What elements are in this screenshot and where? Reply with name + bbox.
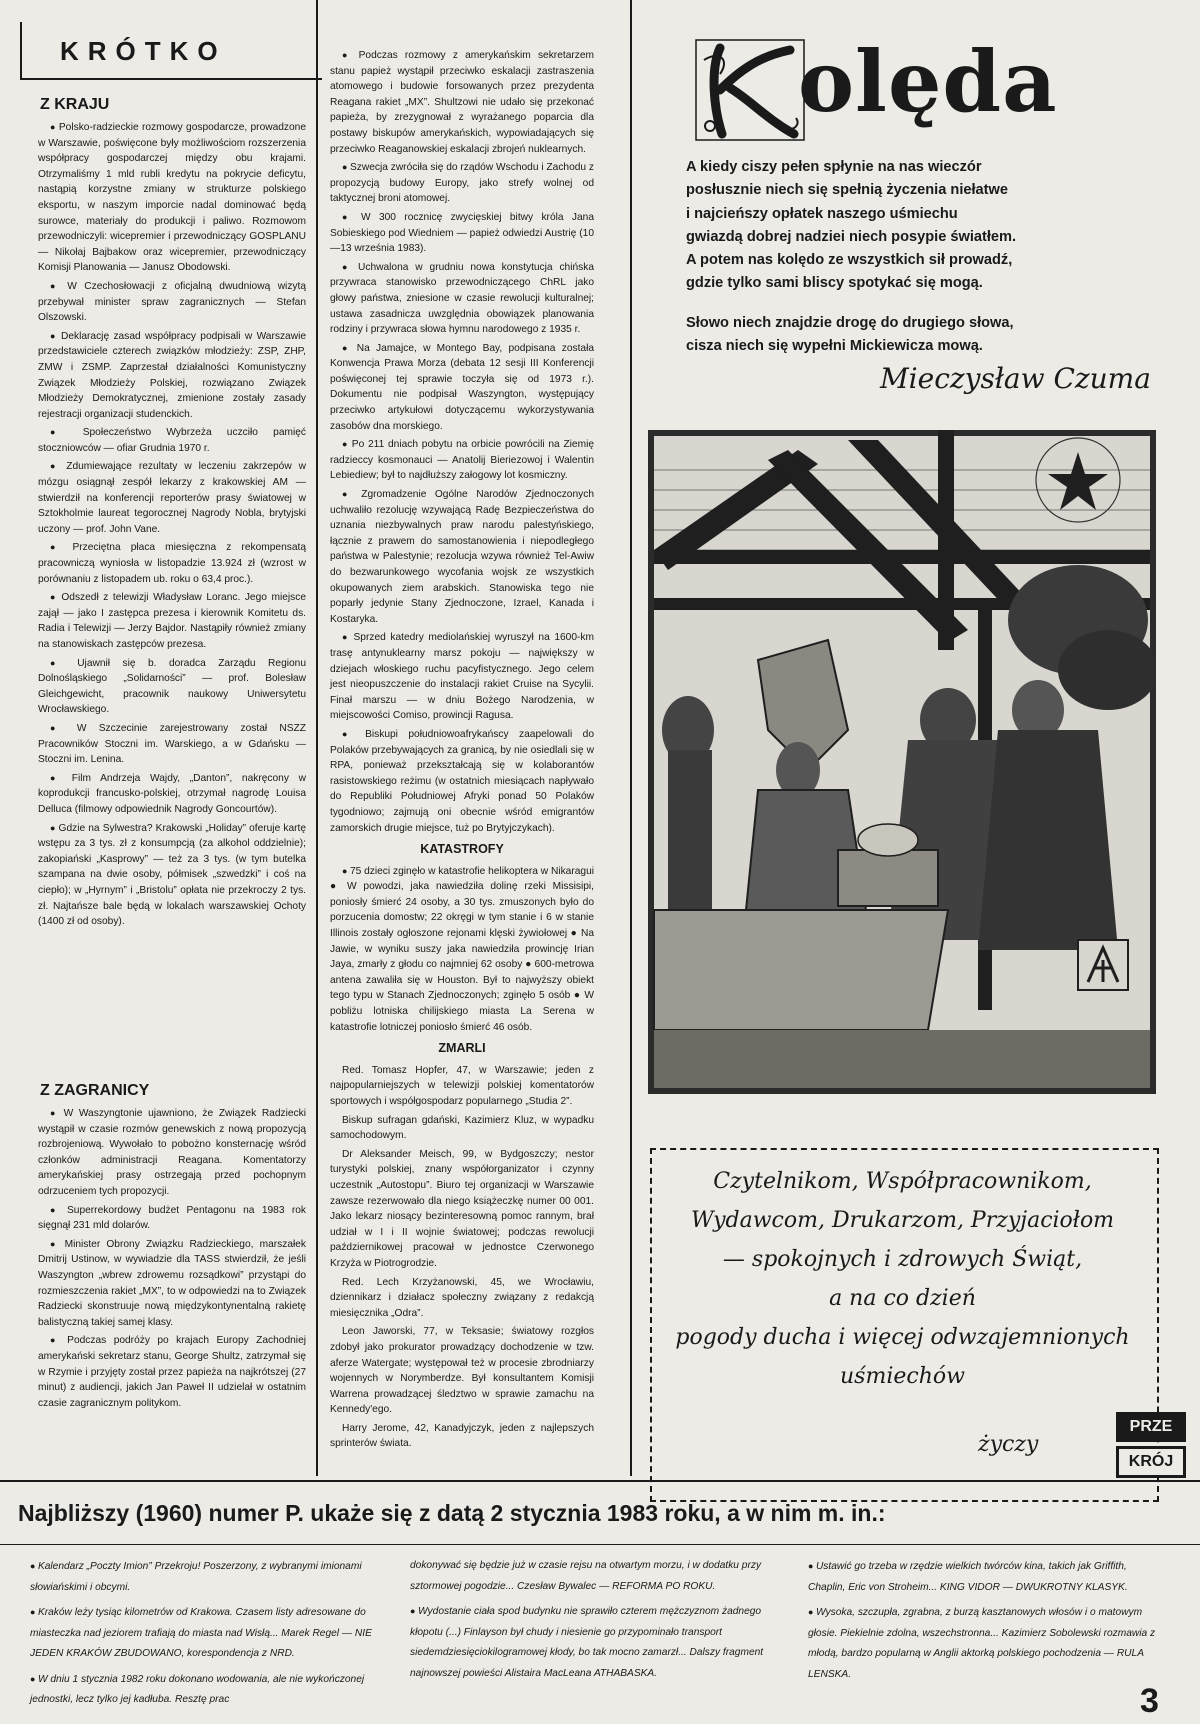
holiday-greetings-text	[650, 1162, 1155, 1396]
section-title-krotko: KRÓTKO	[60, 36, 227, 66]
heading-z-zagranicy: Z ZAGRANICY	[40, 1082, 150, 1099]
logo-top-text: PRZE	[1116, 1412, 1186, 1442]
news-item: ● Polsko-radzieckie rozmowy gospodarcze, prowadzone w Warszawie, poświęcone były możliwościom rozszerzenia współpracy gospodarczej między obu krajami. Otrzymaliśmy 1 mld rubli kredytu na pokrycie deficytu, nastąpią korzystne zmiany w strukturze polskiego eksportu, w naszym imporcie nadal dominować będą surowce, materiały do produkcji i paliwo. Rozmowom przewodniczyli: wicepremier i przewodniczący GOSPLANU — Nikołaj Bajbakow oraz wicepremier, przewodniczący Komisji Planowania — Janusz Obodowski.	[38, 120, 306, 276]
news-item: ● Sprzed katedry mediolańskiej wyruszył na 1600-km trasę antynuklearny marsz pokoju — największy w dziejach włoskiego ruchu pacyfistycznego. Jego celem jest nieopuszczenie do instalacji rakiet Cruise na Sycylii. Finał marszu — w dniu Bożego Narodzenia, w miejscowości Comiso, prowincji Ragusa.	[330, 630, 594, 724]
next-issue-column-2	[410, 1556, 785, 1688]
news-item: ● Wydostanie ciała spod budynku nie sprawiło czterem mężczyznom żadnego kłopotu (...) Finlayson był chudy i niesienie go przypominało transport siedemdziesięciokilogramowej kłody, bo tak mocno zamarzł... Dalszy fragment najnowszej powieści Alistaira MacLeana ATHABASKA.	[410, 1601, 785, 1684]
greeting-line: pogody ducha i więcej odwzajemnionych	[675, 1325, 1130, 1350]
poem-stanza-1	[686, 156, 1126, 296]
column-rule-2	[630, 0, 632, 1476]
greeting-line: — spokojnych i zdrowych Świąt,	[722, 1247, 1083, 1272]
poem-title-text: olęda	[798, 32, 1058, 131]
heading-zmarli: ZMARLI	[438, 1041, 486, 1056]
news-item: ● Ujawnił się b. doradca Zarządu Regionu Dolnośląskiego „Solidarności” — prof. Bolesław Gleichgewicht, pracownik naukowy Uniwersytetu Wrocławskiego.	[38, 656, 306, 718]
news-item: ● Kalendarz „Poczty Imion” Przekroju! Poszerzony, z wybranymi imionami słowiańskimi i obcymi.	[30, 1556, 390, 1598]
news-item: ● Zdumiewające rezultaty w leczeniu zakrzepów w mózgu osiągnął zespół lekarzy z krakowskiej AM — stwierdził na konferencji reporterów prasy światowej w Sztokholmie laureat tegorocznej Nagrody Nobla, brytyjski uczony — prof. John Vane.	[38, 459, 306, 537]
news-item: ● Superrekordowy budżet Pentagonu na 1983 rok sięgnął 231 mld dolarów.	[38, 1203, 306, 1234]
greeting-line: uśmiechów	[840, 1364, 965, 1389]
news-item: ● Biskupi południowoafrykańscy zaapelowali do Polaków przebywających za granicą, by nie osiedlali się w RPA, ponieważ przekształcają się w kolaborantów rasistowskiego reżimu (w ostatnich miesiącach napływało do Republiki Południowej Afryki ponad 50 Polaków tygodniowo; zajmują oni obecnie wśród emigrantów zamorskich drugie miejsce, tuż po Brytyjczykach).	[330, 727, 594, 836]
news-item: ● Podczas rozmowy z amerykańskim sekretarzem stanu papież wystąpił przeciwko eskalacji zastraszenia atomowego i budowie forsowanych przez prezydenta Reagana rakiet „MX”. Shultzowi nie udało się przekonać papieża, by zrezygnował z wyrażanego poparcia dla postawy biskupów amerykańskich, wypowiadających się przeciwko Reaganowskiej eskalacji zbrojeń nuklearnych.	[330, 48, 594, 157]
greeting-line: Wydawcom, Drukarzom, Przyjaciołom	[690, 1208, 1115, 1233]
poem-line: cisza niech się wypełni Mickiewicza mową.	[686, 338, 983, 355]
news-item: dokonywać się będzie już w czasie rejsu na otwartym morzu, i w dodatku przy sztormowej pogodzie... Czesław Bywalec — REFORMA PO ROKU.	[410, 1560, 762, 1592]
next-issue-column-1	[30, 1556, 390, 1715]
heading-z-kraju: Z KRAJU	[40, 96, 110, 113]
next-issue-column-3	[808, 1556, 1158, 1689]
news-item: ● Przeciętna płaca miesięczna z rekompensatą pracowniczą wyniosła w listopadzie 13.924 zł (wzrost w porównaniu z listopadem ub. roku o 63,4 proc.).	[38, 540, 306, 587]
greeting-signoff: życzy	[978, 1432, 1039, 1457]
news-item: ● W Waszyngtonie ujawniono, że Związek Radziecki wystąpił w czasie rozmów genewskich z nową propozycją rozbrojeniową. Wywołało to pobożno konsternację wśród członków administracji Reagana. Komentatorzy amerykańskiej prasy ostrzegają przed pochopnym odrzuceniem tych propozycji.	[38, 1106, 306, 1200]
obituary-item: Red. Tomasz Hopfer, 47, w Warszawie; jeden z najpopularniejszych w telewizji polskiej komentatorów sportowych i współgospodarz popularnego „Studia 2”.	[330, 1064, 594, 1107]
greeting-line: a na co dzień	[829, 1286, 976, 1311]
column-middle	[330, 48, 594, 1455]
news-item: ● Kraków leży tysiąc kilometrów od Krakowa. Czasem listy adresowane do miasteczka nad jeziorem trafiają do miasta nad Wisłą... Marek Regel — NIE JEDEN KRAKÓW ZBUDOWANO, korespondencja z NRD.	[30, 1602, 390, 1665]
news-item: ● 75 dzieci zginęło w katastrofie helikoptera w Nikaragui ● W powodzi, jaka nawiedziła dolinę rzeki Missisipi, poniosły śmierć 24 osoby, a 30 tys. zmuszonych było do porzucenia domostw; 22 okręgi w tym stanie i 6 w stanie Illinois zostały ogłoszone rejonami klęski żywiołowej ● Na Jawie, w wyniku suszy jaka nawiedziła prowincję Irian Jaya, zmarły z głodu co najmniej 62 osoby ● 600-metrowa antena zawaliła się w Houston. Był to najwyższy obiekt tego typu w Stanach Zjednoczonych; zginęło 5 osób ● W pobliżu lotniska chilijskiego miasta La Serena w katastrofie lotniczej poniosło śmierć 46 osób.	[330, 864, 594, 1036]
obituary-item: Leon Jaworski, 77, w Teksasie; światowy rozgłos zdobył jako prokurator prowadzący dochodzenie w tzw. aferze Watergate; występował też w procesie zbrodniarzy wojennych w Norymberdze. Był konsultantem Komisji Warrena prowadzącej śledztwo w sprawie zamachu na Kennedy'ego.	[330, 1326, 594, 1416]
przekroj-logo	[1116, 1412, 1186, 1488]
poem-line: i najcieńszy opłatek naszego uśmiechu	[686, 205, 958, 222]
news-item: ● Wysoka, szczupła, zgrabna, z burzą kasztanowych włosów i o matowym głosie. Piekielnie zdolna, wszechstronna... Kazimierz Sobolewski rozmawia z młodą, bardzo popularną w Anglii aktorką polskiego pochodzenia — RULA LENSKA.	[808, 1602, 1158, 1685]
news-item: ● Zgromadzenie Ogólne Narodów Zjednoczonych uchwaliło rezolucję wzywającą Radę Bezpieczeństwa do uznania niezbywalnych praw narodu palestyńskiego, łącznie z prawem do samostanowienia i niepodległego państwa w Palestynie; rezolucja wzywa również Tel-Awiw do bezwarunkowego wycofania wojsk ze wszystkich okupowanych ziem arabskich. Stanowiska tego nie poparły jedynie Stany Zjednoczone, Izrael, Kanada i Kostaryka.	[330, 487, 594, 627]
news-item: ● Podczas podróży po krajach Europy Zachodniej amerykański sekretarz stanu, George Shultz, zatrzymał się w Rzymie i przyjęty został przez papieża na najkrótszej (27 minut) z audiencji, jakich Jan Paweł II udzielał w ostatnim czasie zagranicznym politykom.	[38, 1333, 306, 1411]
news-item: ● Film Andrzeja Wajdy, „Danton”, nakręcony w koprodukcji francusko-polskiej, otrzymał nagrodę Louisa Delluca (filmowy odpowiednik Nagrody Goncourtów).	[38, 771, 306, 818]
nativity-woodcut-image	[648, 430, 1156, 1094]
news-item: ● Szwecja zwróciła się do rządów Wschodu i Zachodu z propozycją budowy Europy, jako strefy wolnej od taktycznej broni atomowej.	[330, 160, 594, 207]
poem-line: A kiedy ciszy pełen spłynie na nas wieczór	[686, 159, 982, 175]
poem-body	[686, 156, 1126, 374]
news-item: ● Minister Obrony Związku Radzieckiego, marszałek Dmitrij Ustinow, w wywiadzie dla TASS stwierdził, że jeśli Waszyngton „wbrew zdrowemu rozsądkowi” przystąpi do rozmieszczenia rakiet „MX”, to w odpowiedzi na to Związek Radziecki skonstruuje nową międzykontynentalną rakietę balistyczną takiej samej klasy.	[38, 1237, 306, 1331]
poem-title	[688, 32, 1058, 131]
news-item: ● Społeczeństwo Wybrzeża uczciło pamięć stoczniowców — ofiar Grudnia 1970 r.	[38, 425, 306, 456]
news-item: ● Odszedł z telewizji Władysław Loranc. Jego miejsce zajął — jako I zastępca prezesa i kierownik Komitetu ds. Radia i Telewizji — Jerzy Bajdor. Nastąpiły również zmiany na stanowiskach zastępców prezesa.	[38, 590, 306, 652]
page-number: 3	[1140, 1682, 1159, 1720]
news-item: ● W 300 rocznicę zwycięskiej bitwy króla Jana Sobieskiego pod Wiedniem — papież odwiedzi Austrię (10—13 września 1983).	[330, 210, 594, 257]
news-item: ● Deklarację zasad współpracy podpisali w Warszawie przedstawiciele czterech związków młodzieży: ZSP, ZHP, ZMW i ZSMP. Zaprzestał działalności Komunistyczny Związek Młodzieży Polskiej, rozwiązano Związek Młodzieży Demokratycznej, zmienione zostały zasady rejestracji organizacji studenckich.	[38, 329, 306, 423]
poem-author-signature: Mieczysław Czuma	[880, 362, 1151, 395]
column-z-kraju	[38, 120, 306, 933]
news-item: ● Uchwalona w grudniu nowa konstytucja chińska przywraca stanowisko przewodniczącego ChRL jako głowy państwa, zniesione w czasie rewolucji kulturalnej; ustawa zasadnicza uwzględnia obowiązek planowania rodziny i przywraca słowa hymnu narodowego z 1935 r.	[330, 260, 594, 338]
news-item: ● W Szczecinie zarejestrowany został NSZZ Pracowników Stoczni im. Warskiego, a w Gdańsku — Stoczni im. Lenina.	[38, 721, 306, 768]
news-item: ● W dniu 1 stycznia 1982 roku dokonano wodowania, ale nie wykończonej jednostki, lecz tylko jej kadłuba. Resztę prac	[30, 1669, 390, 1711]
poem-line: gwiazdą dobrej nadziei niech posypie światłem.	[686, 228, 1017, 245]
poem-line: Słowo niech znajdzie drogę do drugiego słowa,	[686, 314, 1014, 331]
obituary-item: Red. Lech Krzyżanowski, 45, we Wrocławiu, dziennikarz i działacz społeczny związany z redakcją miesięcznika „Odra”.	[330, 1276, 594, 1319]
banner-rule-bottom	[0, 1544, 1200, 1545]
poem-line: gdzie tylko sami bliscy spotykać się mogą.	[686, 275, 983, 292]
news-item: ● W Czechosłowacji z oficjalną dwudniową wizytą przebywał minister spraw zagranicznych — Stefan Olszowski.	[38, 279, 306, 326]
column-rule-1	[316, 0, 318, 1476]
news-item: ● Ustawić go trzeba w rzędzie wielkich twórców kina, takich jak Griffith, Chaplin, Eric von Stroheim... KING VIDOR — DWUKROTNY KLASYK.	[808, 1556, 1158, 1598]
greeting-line: Czytelnikom, Współpracownikom,	[713, 1169, 1092, 1194]
news-item: ● Na Jamajce, w Montego Bay, podpisana została Konwencja Prawa Morza (debata 12 sesji III Konferencji poświęconej tej sprawie toczyła się od 1973 r.). Dokumentu nie podpisał Waszyngton, występujący przeciwko artykułowi dotyczącemu wykorzystywania zasobów dna morskiego.	[330, 341, 594, 435]
obituary-item: Harry Jerome, 42, Kanadyjczyk, jeden z najlepszych sprinterów świata.	[330, 1422, 594, 1450]
poem-stanza-2	[686, 312, 1126, 359]
poem-line: A potem nas kolędo ze wszystkich sił prowadź,	[686, 252, 1013, 269]
obituary-item: Biskup sufragan gdański, Kazimierz Kluz, w wypadku samochodowym.	[330, 1114, 594, 1142]
obituary-item: Dr Aleksander Meisch, 99, w Bydgoszczy; nestor turystyki polskiej, znany współorganizator i czynny uczestnik „Autostopu”. Biuro tej organizacji w Warszawie zawsze rezerwowało dla niego książeczkę numer 00 001. Jako lekarz niosący bezinteresowną pomoc rannym, brał udział w I i II wojnie światowej; podczas rewolucji październikowej pracował w jednostce Czerwonego Krzyża w Piotrogrodzie.	[330, 1148, 594, 1269]
column-z-zagranicy	[38, 1106, 306, 1414]
news-item: ● Gdzie na Sylwestra? Krakowski „Holiday” oferuje kartę wstępu za 3 tys. zł z konsumpcją (za alkohol oddzielnie); zakopiański „Kasprowy” — też za 3 tys. (w tym butelka szampana na dwie osoby, półmisek „szwedzki” i coś na ciepło); w „Hyrnym” i „Bristolu” opłata nie przekroczy 2 tys. zł. Najtańsze bale będą w lokalach warszawskiej Ochoty (1400 zł od osoby).	[38, 821, 306, 930]
next-issue-banner: Najbliższy (1960) numer P. ukaże się z datą 2 stycznia 1983 roku, a w nim m. in.:	[18, 1500, 886, 1526]
news-item: ● Po 211 dniach pobytu na orbicie powrócili na Ziemię radzieccy kosmonauci — Anatolij Bieriezowoj i Walentin Lebiediew; był to najdłuższy załogowy lot kosmiczny.	[330, 437, 594, 484]
logo-bottom-text: KRÓJ	[1116, 1446, 1186, 1478]
heading-katastrofy: KATASTROFY	[420, 842, 504, 857]
poem-line: posłusznie niech się spełnią życzenia niełatwe	[686, 182, 1008, 199]
